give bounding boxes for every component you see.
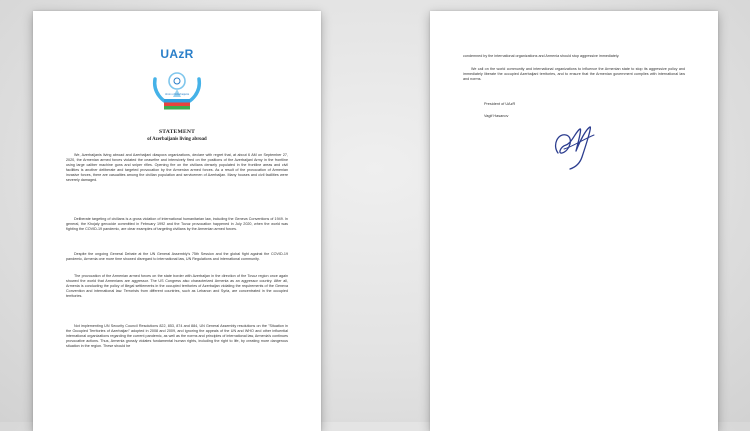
uazr-logo [147, 47, 207, 117]
statement-title: STATEMENT [158, 129, 196, 135]
logo-text: UAzR [160, 47, 194, 61]
statement-paragraph-6: condemned by the international organizations and Armenia should stop aggressive immediately. [463, 54, 620, 58]
statement-paragraph-3: Despite the ongoing General Debate at the UN General Assembly's 75th Session and the global fight against the COVID-19 pandemic, Armenia one more time showed disregard to international law, UN Regulations and international community. [66, 252, 288, 262]
document-page-2 [430, 11, 718, 431]
statement-paragraph-7: We call on the world community and international organizations to influence the Armenian state to stop its aggressive policy and immediately liberate the occupied Azerbaijani territories, and to ensure that the Armenian government complies with international law and norms. [463, 67, 685, 82]
statement-paragraph-1: We, Azerbaijanis living abroad and Azerbaijani diaspora organizations, declare with regret that, at about 6 AM on September 27, 2020, the Armenian armed forces violated the ceasefire and intensively fired on the positions of the Azerbaijani Army in the frontline using large caliber machine guns and sniper rifles. Opening fire on the civilians densely populated in the frontline areas and civil facilities is another deliberate and targeted provocation by the Armenian armed forces. As a result of the provocation of Armenian invasive forces, there are casualties among the civilian population and servicemen of Azerbaijan. Many houses and civil facilities were severely damaged. [66, 153, 288, 183]
statement-paragraph-2: Deliberate targeting of civilians is a gross violation of international humanitarian law, including the Geneva Conventions of 1949. In general, the Khojaly genocide committed in February 1992 and the Tovuz provocation happened in July 2020, when the world was fighting the COVID-19 pandemic, are clear examples of targeting civilians by the Armenian armed forces. [66, 217, 288, 232]
statement-subtitle: of Azerbaijanis living abroad [147, 137, 207, 142]
logo-emblem-icon [147, 61, 207, 117]
handwritten-signature [550, 123, 600, 171]
signatory-title: President of UAzR [484, 102, 516, 106]
document-page-1 [33, 11, 321, 431]
statement-paragraph-4: The provocation of the Armenian armed forces on the state border with Azerbaijan in the direction of the Tovuz region once again showed the world that Armenians are aggressor. The US Congress also characterized Armenia as an aggressor country. After all, Armenia is conducting the policy of illegal settlements in the occupied territories of Azerbaijan violating the requirements of the Geneva Convention and international law. Terrorists from different countries, such as Lebanon and Syria, are concentrated in the occupied territories. [66, 274, 288, 299]
logo-tagline: Union of Azerbaijanis [164, 93, 190, 96]
statement-paragraph-5: Not implementing UN Security Council Resolutions 822, 853, 874 and 884, UN General Assembly resolutions on the "Situation in the Occupied Territories of Azerbaijan" adopted in 2008 and 2009, and ignoring the appeals of the UN and WHO and other influential international organizations regarding the current pandemic, as well as the norms and principles of international law, Armenia's continues provocative actions. Thus, Armenia grossly violates fundamental human rights, including the right to life, by creating more dangerous situation in the region. These should be [66, 324, 288, 349]
signatory-name: Vagif Hasanov [484, 114, 509, 118]
